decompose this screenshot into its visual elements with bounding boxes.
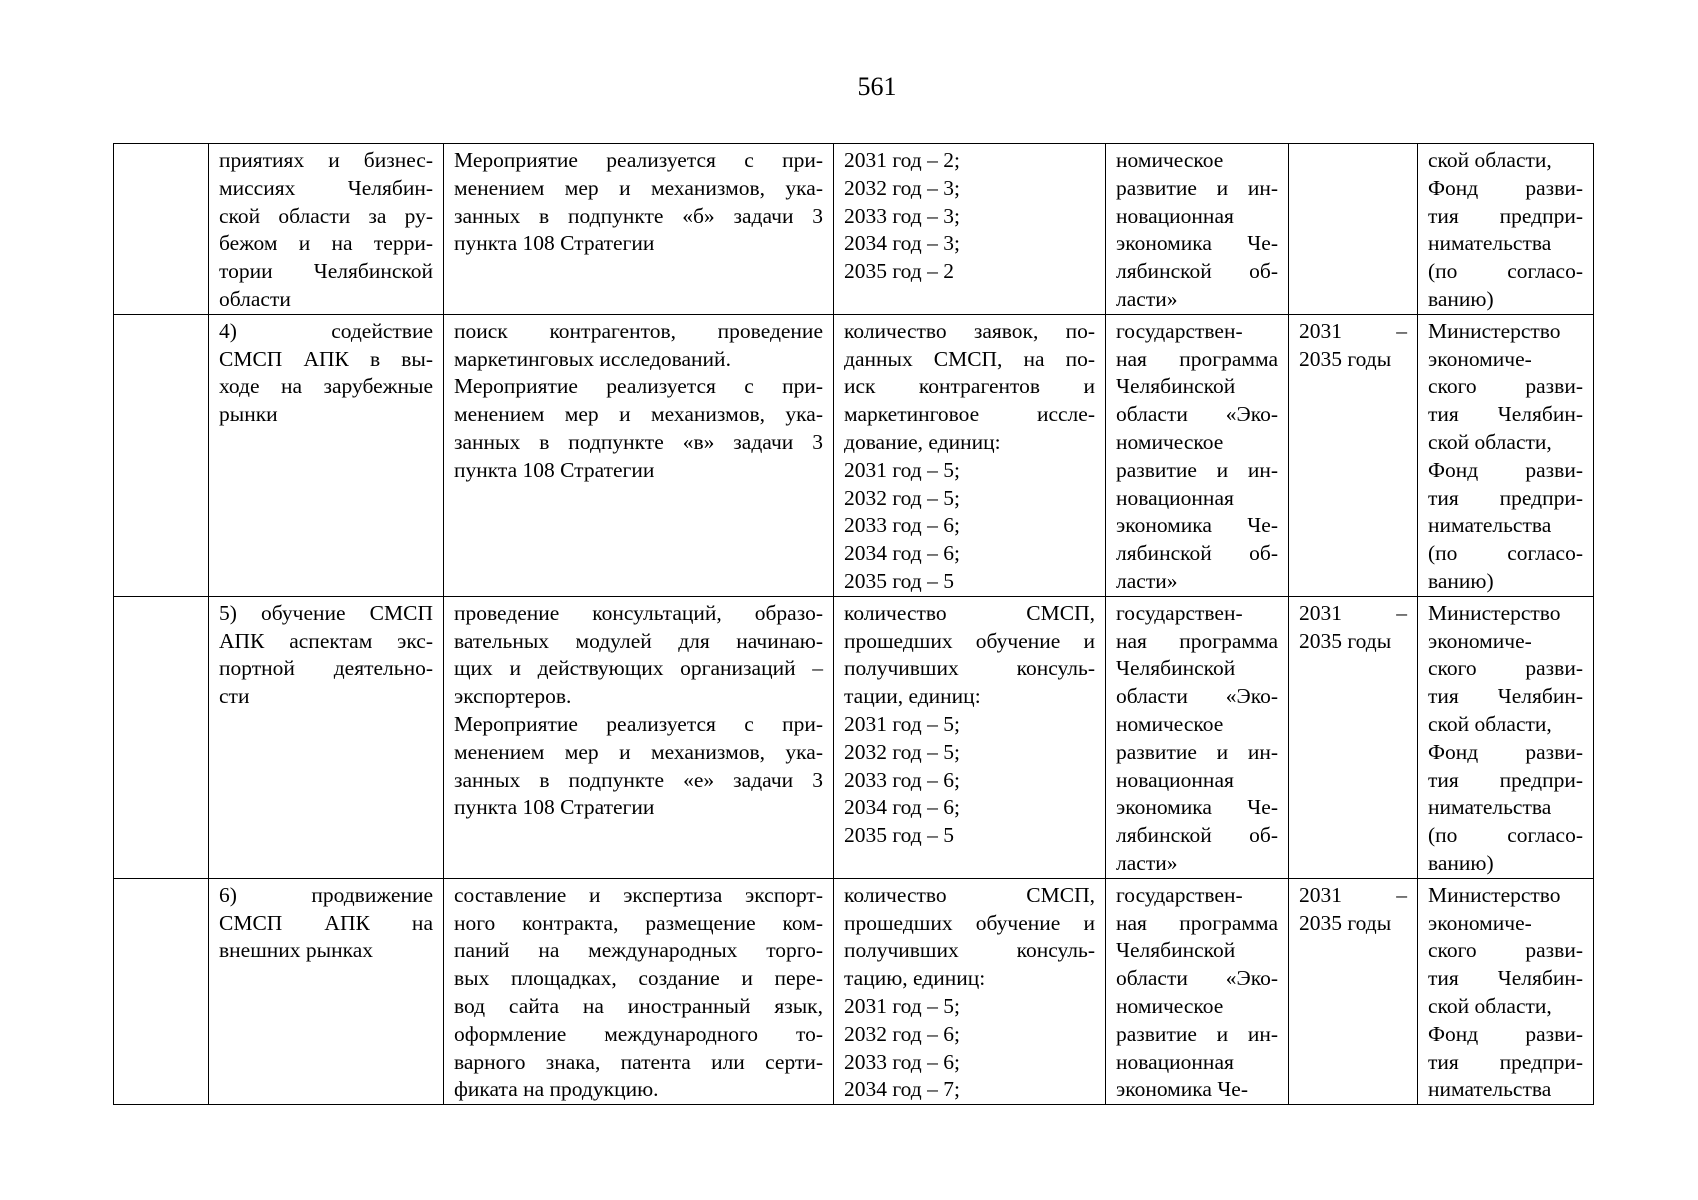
cell-line: (по согласо- bbox=[1428, 823, 1583, 848]
cell-line: Министерство bbox=[1428, 318, 1561, 343]
cell-line: развитие и ин- bbox=[1116, 1021, 1278, 1046]
page-number: 561 bbox=[857, 72, 897, 101]
cell-line: ходе на зарубежные bbox=[219, 374, 433, 399]
period-cell bbox=[1289, 314, 1418, 596]
cell-line: экспортеров. bbox=[454, 684, 572, 709]
cell-line: рынки bbox=[219, 402, 278, 427]
cell-line: тия предпри- bbox=[1428, 203, 1583, 228]
cell-line: (по согласо- bbox=[1428, 541, 1583, 566]
cell-line: вод сайта на иностранный язык, bbox=[454, 993, 823, 1018]
program-cell bbox=[1106, 878, 1289, 1104]
cell-line: пункта 108 Стратегии bbox=[454, 457, 655, 482]
cell-line: лябинской об- bbox=[1116, 541, 1278, 566]
cell-line: 2035 год – 5 bbox=[844, 823, 954, 848]
cell-line: СМСП АПК в вы- bbox=[219, 346, 433, 371]
cell-line: пункта 108 Стратегии bbox=[454, 795, 655, 820]
cell-line: новационная bbox=[1116, 485, 1234, 510]
cell-line: прошедших обучение и bbox=[844, 628, 1095, 653]
program-cell bbox=[1106, 144, 1289, 315]
cell-line: ванию) bbox=[1428, 850, 1494, 875]
indicator-cell bbox=[834, 878, 1106, 1104]
cell-line: иск контрагентов и bbox=[844, 374, 1095, 399]
cell-line: тации, единиц: bbox=[844, 684, 981, 709]
cell-line: государствен- bbox=[1116, 600, 1243, 625]
period-cell bbox=[1289, 596, 1418, 878]
cell-line: тия Челябин- bbox=[1428, 966, 1583, 991]
cell-line: тацию, единиц: bbox=[844, 966, 986, 991]
cell-line: 2031 год – 2; bbox=[844, 148, 960, 172]
cell-line: новационная bbox=[1116, 203, 1234, 228]
cell-line: АПК аспектам экс- bbox=[219, 628, 433, 653]
cell-line: лябинской об- bbox=[1116, 259, 1278, 284]
cell-line: менением мер и механизмов, ука- bbox=[454, 175, 823, 200]
cell-line: пункта 108 Стратегии bbox=[454, 231, 655, 256]
cell-line: экономиче- bbox=[1428, 628, 1532, 653]
description-cell bbox=[444, 144, 834, 315]
cell-line: поиск контрагентов, проведение bbox=[454, 318, 823, 343]
cell-line: Фонд разви- bbox=[1428, 175, 1583, 200]
number-cell bbox=[114, 596, 209, 878]
cell-line: ного контракта, размещение ком- bbox=[454, 910, 823, 935]
cell-line: проведение консультаций, образо- bbox=[454, 600, 823, 625]
cell-line: Челябинской bbox=[1116, 938, 1236, 963]
number-cell bbox=[114, 878, 209, 1104]
cell-line: 2035 годы bbox=[1299, 346, 1392, 371]
cell-line: экономиче- bbox=[1428, 910, 1532, 935]
cell-line: номическое bbox=[1116, 429, 1224, 454]
indicator-cell bbox=[834, 314, 1106, 596]
indicator-cell bbox=[834, 596, 1106, 878]
cell-line: 2031 год – 5; bbox=[844, 993, 960, 1018]
cell-line: области bbox=[219, 286, 291, 311]
cell-line: бежом и на терри- bbox=[219, 231, 433, 256]
cell-line: тия Челябин- bbox=[1428, 402, 1583, 427]
cell-line: 2032 год – 6; bbox=[844, 1021, 960, 1046]
cell-line: маркетинговых исследований. bbox=[454, 346, 731, 371]
period-cell bbox=[1289, 878, 1418, 1104]
cell-line: занных в подпункте «е» задачи 3 bbox=[454, 767, 823, 792]
cell-line: вательных модулей для начинаю- bbox=[454, 628, 823, 653]
table-row bbox=[114, 144, 1594, 315]
cell-line: 2035 годы bbox=[1299, 628, 1392, 653]
cell-line: ского разви- bbox=[1428, 938, 1583, 963]
cell-line: количество заявок, по- bbox=[844, 318, 1095, 343]
cell-line: Челябинской bbox=[1116, 656, 1236, 681]
table-row bbox=[114, 596, 1594, 878]
cell-line: Мероприятие реализуется с при- bbox=[454, 711, 823, 736]
cell-line: ласти» bbox=[1116, 286, 1178, 311]
cell-line: тия предпри- bbox=[1428, 1049, 1583, 1074]
indicator-cell bbox=[834, 144, 1106, 315]
cell-line: экономика Че- bbox=[1116, 795, 1278, 820]
cell-line: Министерство bbox=[1428, 882, 1561, 907]
cell-line: получивших консуль- bbox=[844, 938, 1095, 963]
cell-line: ласти» bbox=[1116, 568, 1178, 593]
measure-name-cell bbox=[209, 878, 444, 1104]
program-cell bbox=[1106, 314, 1289, 596]
cell-line: ской области, bbox=[1428, 993, 1552, 1018]
cell-line: области «Эко- bbox=[1116, 966, 1278, 991]
cell-line: Фонд разви- bbox=[1428, 457, 1583, 482]
table-row bbox=[114, 314, 1594, 596]
cell-line: занных в подпункте «в» задачи 3 bbox=[454, 429, 823, 454]
cell-line: 2034 год – 6; bbox=[844, 541, 960, 566]
cell-line: 2032 год – 5; bbox=[844, 485, 960, 510]
table-row bbox=[114, 878, 1594, 1104]
cell-line: области «Эко- bbox=[1116, 684, 1278, 709]
cell-line: развитие и ин- bbox=[1116, 739, 1278, 764]
executor-cell bbox=[1418, 314, 1594, 596]
cell-line: экономиче- bbox=[1428, 346, 1532, 371]
cell-line: экономика Че- bbox=[1116, 513, 1278, 538]
executor-cell bbox=[1418, 878, 1594, 1104]
cell-line: ласти» bbox=[1116, 850, 1178, 875]
number-cell bbox=[114, 144, 209, 315]
cell-line: Фонд разви- bbox=[1428, 739, 1583, 764]
cell-line: тия предпри- bbox=[1428, 485, 1583, 510]
cell-line: 2031 год – 5; bbox=[844, 711, 960, 736]
number-cell bbox=[114, 314, 209, 596]
cell-line: данных СМСП, на по- bbox=[844, 346, 1095, 371]
cell-line: 2031 год – 5; bbox=[844, 457, 960, 482]
cell-line: ная программа bbox=[1116, 346, 1278, 371]
cell-line: 2031 – bbox=[1299, 600, 1407, 625]
cell-line: ской области, bbox=[1428, 711, 1552, 736]
cell-line: 2031 – bbox=[1299, 318, 1407, 343]
cell-line: 2033 год – 6; bbox=[844, 513, 960, 538]
cell-line: нимательства bbox=[1428, 1077, 1552, 1102]
cell-line: маркетинговое иссле- bbox=[844, 402, 1095, 427]
cell-line: 2032 год – 3; bbox=[844, 175, 960, 200]
cell-line: Мероприятие реализуется с при- bbox=[454, 374, 823, 399]
executor-cell bbox=[1418, 596, 1594, 878]
cell-line: паний на международных торго- bbox=[454, 938, 823, 963]
cell-line: 2033 год – 3; bbox=[844, 203, 960, 228]
cell-line: 4) содействие bbox=[219, 318, 433, 343]
cell-line: Фонд разви- bbox=[1428, 1021, 1583, 1046]
cell-line: получивших консуль- bbox=[844, 656, 1095, 681]
cell-line: лябинской об- bbox=[1116, 823, 1278, 848]
cell-line: ского разви- bbox=[1428, 656, 1583, 681]
cell-line: экономика Че- bbox=[1116, 1077, 1249, 1102]
cell-line: 2034 год – 3; bbox=[844, 231, 960, 256]
cell-line: миссиях Челябин- bbox=[219, 175, 433, 200]
cell-line: (по согласо- bbox=[1428, 259, 1583, 284]
cell-line: СМСП АПК на bbox=[219, 910, 433, 935]
description-cell bbox=[444, 596, 834, 878]
cell-line: Мероприятие реализуется с при- bbox=[454, 148, 823, 172]
cell-line: нимательства bbox=[1428, 513, 1552, 538]
cell-line: 2031 – bbox=[1299, 882, 1407, 907]
cell-line: менением мер и механизмов, ука- bbox=[454, 402, 823, 427]
cell-line: государствен- bbox=[1116, 318, 1243, 343]
description-cell bbox=[444, 878, 834, 1104]
cell-line: 2035 годы bbox=[1299, 910, 1392, 935]
cell-line: ского разви- bbox=[1428, 374, 1583, 399]
cell-line: количество СМСП, bbox=[844, 882, 1095, 907]
measure-name-cell bbox=[209, 314, 444, 596]
cell-line: прошедших обучение и bbox=[844, 910, 1095, 935]
cell-line: дование, единиц: bbox=[844, 429, 1001, 454]
cell-line: новационная bbox=[1116, 767, 1234, 792]
cell-line: тории Челябинской bbox=[219, 259, 433, 284]
cell-line: 6) продвижение bbox=[219, 882, 433, 907]
cell-line: приятиях и бизнес- bbox=[219, 148, 433, 172]
cell-line: количество СМСП, bbox=[844, 600, 1095, 625]
cell-line: тия предпри- bbox=[1428, 767, 1583, 792]
cell-line: номическое bbox=[1116, 993, 1224, 1018]
cell-line: развитие и ин- bbox=[1116, 175, 1278, 200]
cell-line: экономика Че- bbox=[1116, 231, 1278, 256]
description-cell bbox=[444, 314, 834, 596]
cell-line: 2035 год – 2 bbox=[844, 259, 954, 284]
cell-line: портной деятельно- bbox=[219, 656, 433, 681]
cell-line: 2033 год – 6; bbox=[844, 1049, 960, 1074]
cell-line: оформление международного то- bbox=[454, 1021, 823, 1046]
cell-line: ная программа bbox=[1116, 910, 1278, 935]
cell-line: ской области, bbox=[1428, 148, 1552, 172]
cell-line: номическое bbox=[1116, 148, 1224, 172]
measure-name-cell bbox=[209, 596, 444, 878]
cell-line: нимательства bbox=[1428, 231, 1552, 256]
cell-line: внешних рынках bbox=[219, 938, 374, 963]
cell-line: Министерство bbox=[1428, 600, 1561, 625]
cell-line: варного знака, патента или серти- bbox=[454, 1049, 823, 1074]
cell-line: фиката на продукцию. bbox=[454, 1077, 659, 1102]
cell-line: 2034 год – 6; bbox=[844, 795, 960, 820]
cell-line: ской области, bbox=[1428, 429, 1552, 454]
cell-line: ванию) bbox=[1428, 286, 1494, 311]
cell-line: новационная bbox=[1116, 1049, 1234, 1074]
cell-line: ная программа bbox=[1116, 628, 1278, 653]
cell-line: составление и экспертиза экспорт- bbox=[454, 882, 823, 907]
cell-line: 2032 год – 5; bbox=[844, 739, 960, 764]
cell-line: государствен- bbox=[1116, 882, 1243, 907]
cell-line: номическое bbox=[1116, 711, 1224, 736]
cell-line: вых площадках, создание и пере- bbox=[454, 966, 823, 991]
cell-line: нимательства bbox=[1428, 795, 1552, 820]
cell-line: развитие и ин- bbox=[1116, 457, 1278, 482]
cell-line: 2035 год – 5 bbox=[844, 568, 954, 593]
executor-cell bbox=[1418, 144, 1594, 315]
cell-line: 2033 год – 6; bbox=[844, 767, 960, 792]
cell-line: 5) обучение СМСП bbox=[219, 600, 433, 625]
cell-line: сти bbox=[219, 684, 250, 709]
period-cell bbox=[1289, 144, 1418, 315]
cell-line: ванию) bbox=[1428, 568, 1494, 593]
measures-table bbox=[113, 143, 1594, 1105]
cell-line: 2034 год – 7; bbox=[844, 1077, 960, 1102]
program-cell bbox=[1106, 596, 1289, 878]
cell-line: занных в подпункте «б» задачи 3 bbox=[454, 203, 823, 228]
cell-line: Челябинской bbox=[1116, 374, 1236, 399]
cell-line: менением мер и механизмов, ука- bbox=[454, 739, 823, 764]
measure-name-cell bbox=[209, 144, 444, 315]
cell-line: тия Челябин- bbox=[1428, 684, 1583, 709]
cell-line: ской области за ру- bbox=[219, 203, 433, 228]
cell-line: области «Эко- bbox=[1116, 402, 1278, 427]
cell-line: щих и действующих организаций – bbox=[454, 656, 823, 681]
